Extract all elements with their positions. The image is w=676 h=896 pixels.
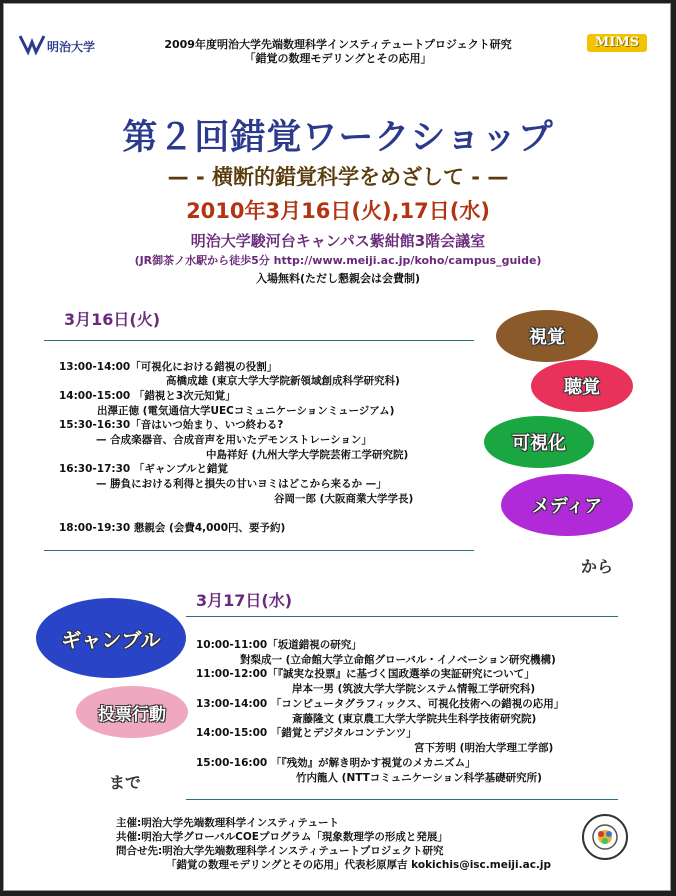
subtitle: — - 横断的錯覚科学をめざして - — — [167, 165, 509, 189]
speaker-line: 高橋成雄 (東京大学大学院新領域創成科学研究科) — [166, 375, 400, 387]
contact-detail: 「錯覚の数理モデリングとその応用」代表杉原厚吉 kokichis@isc.meiji.ac.jp — [166, 859, 552, 871]
day1-rule-bottom — [44, 550, 474, 551]
speaker-line: 對梨成一 (立命館大学立命館グローバル・イノベーション研究機構) — [240, 654, 556, 666]
schedule-subline: — 合成楽器音、合成音声を用いたデモンストレーション」 — [96, 434, 372, 446]
day1-heading: 3月16日(火) — [64, 310, 161, 329]
schedule-line: 13:00-14:00 「コンピュータグラフィックス、可視化技術への錯視の応用」 — [196, 698, 565, 710]
day2-heading: 3月17日(水) — [196, 591, 293, 610]
page-title: 第２回錯覚ワークショップ — [122, 118, 554, 158]
speaker-line: 谷岡一郎 (大阪商業大学学長) — [274, 493, 414, 505]
made-label: まで — [109, 773, 142, 792]
speaker-line: 中島祥好 (九州大学大学院芸術工学研究院) — [206, 449, 409, 461]
bubble-choukaku: 聴覚 — [531, 360, 633, 412]
bubble-shikaku: 視覚 — [496, 310, 598, 362]
speaker-line: 斎藤隆文 (東京農工大学大学院共生科学技術研究院) — [292, 713, 537, 725]
speaker-line: 出澤正徳 (電気通信大学UECコミュニケーションミュージアム) — [97, 405, 395, 417]
speaker-line: 竹内龍人 (NTTコミュニケーション科学基礎研究所) — [296, 772, 542, 784]
schedule-line: 11:00-12:00「『誠実な投票』に基づく国政選挙の実証研究について」 — [196, 668, 535, 680]
schedule-line: 10:00-11:00「坂道錯視の研究」 — [196, 639, 362, 651]
venue: 明治大学駿河台キャンパス紫紺館3階会議室 — [190, 232, 486, 250]
poster-page — [3, 3, 671, 891]
logo-text: 明治大学 — [47, 40, 96, 54]
speaker-line: 岸本一男 (筑波大学大学院システム情報工学研究科) — [292, 683, 536, 695]
fee-info: 入場無料(ただし懇親会は会費制) — [255, 272, 421, 285]
mims-logo: MIMS — [587, 34, 647, 52]
project-title: 「錯覚の数理モデリングとその応用」 — [244, 52, 432, 65]
bubble-vote: 投票行動 — [76, 686, 188, 738]
schedule-line: 13:00-14:00「可視化における錯視の役割」 — [59, 361, 278, 373]
access-info: (JR御茶ノ水駅から徒歩5分 http://www.meiji.ac.jp/koho/campus_guide) — [134, 254, 542, 267]
project-line: 2009年度明治大学先端数理科学インスティテュートプロジェクト研究 — [164, 38, 512, 51]
day2-rule-top — [186, 616, 618, 617]
kara-label: から — [581, 557, 614, 576]
schedule-line: 15:30-16:30「音はいつ始まり、いつ終わる? — [59, 419, 284, 431]
schedule-line: 16:30-17:30 「ギャンブルと錯覚 — [59, 463, 228, 475]
bubble-gamble: ギャンブル — [36, 598, 186, 678]
co-organizer: 共催:明治大学グローバルCOEプログラム「現象数理学の形成と発展」 — [116, 831, 448, 843]
day2-rule-bottom — [186, 799, 618, 800]
schedule-line: 15:00-16:00 「『残効』が解き明かす視覚のメカニズム」 — [196, 757, 476, 769]
schedule-line: 14:00-15:00 「錯視と3次元知覚」 — [59, 390, 236, 402]
event-date: 2010年3月16日(火),17日(水) — [186, 199, 490, 223]
day1-rule-top — [44, 340, 474, 341]
bubble-kashika: 可視化 — [484, 416, 594, 468]
contact-line: 問合せ先:明治大学先端数理科学インスティテュートプロジェクト研究 — [116, 845, 444, 857]
schedule-line: 14:00-15:00 「錯覚とデジタルコンテンツ」 — [196, 727, 417, 739]
speaker-line: 宮下芳明 (明治大学理工学部) — [414, 742, 554, 754]
university-seal-icon — [582, 814, 628, 860]
reception-line: 18:00-19:30 懇親会 (会費4,000円、要予約) — [59, 522, 286, 534]
schedule-subline: — 勝負における利得と損失の甘いヨミはどこから来るか —」 — [96, 478, 387, 490]
organizer: 主催:明治大学先端数理科学インスティテュート — [116, 817, 340, 829]
bubble-media: メディア — [501, 474, 633, 536]
